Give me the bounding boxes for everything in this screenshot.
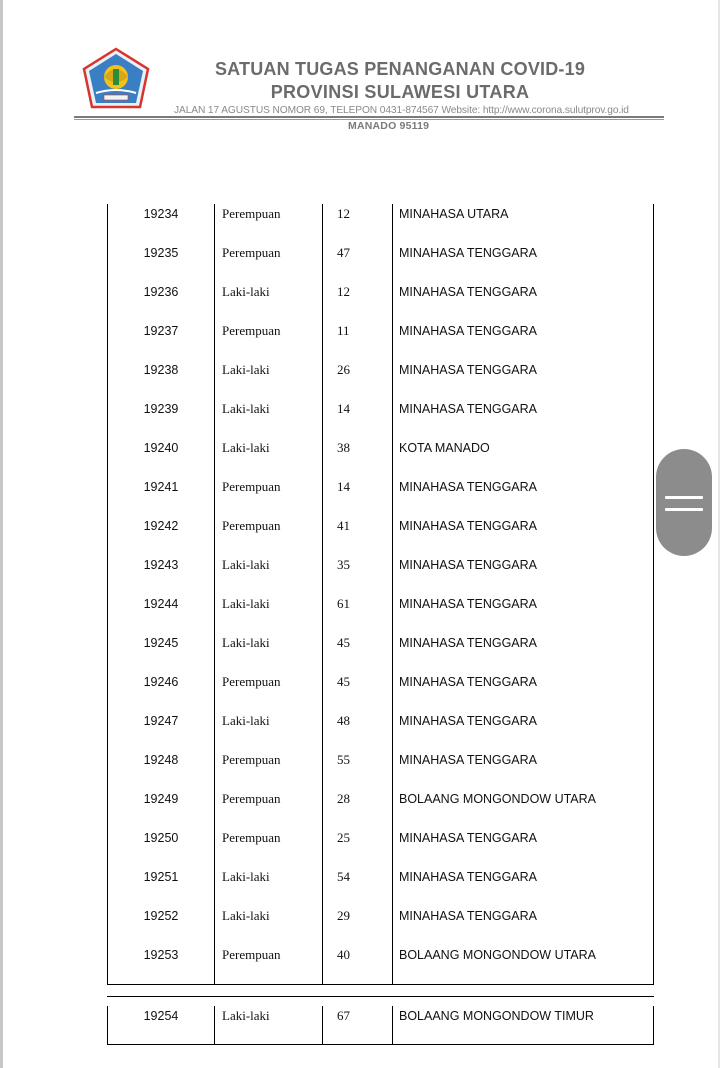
column-border	[653, 828, 654, 867]
gender-cell: Perempuan	[222, 206, 281, 221]
location-cell: MINAHASA UTARA	[399, 207, 509, 221]
age-cell: 35	[337, 557, 350, 572]
column-border	[322, 243, 323, 282]
table-row	[107, 477, 654, 516]
column-border	[653, 399, 654, 438]
scroll-handle[interactable]	[656, 449, 712, 556]
case-number-cell: 19241	[143, 480, 179, 494]
column-border	[322, 594, 323, 633]
age-cell: 11	[337, 323, 350, 338]
gender-cell: Laki-laki	[222, 557, 270, 572]
column-border	[392, 360, 393, 399]
case-number-cell: 19238	[143, 363, 179, 377]
provincial-emblem-icon	[82, 47, 150, 109]
case-number-cell: 19250	[143, 831, 179, 845]
column-border	[653, 438, 654, 477]
age-cell: 29	[337, 908, 350, 923]
column-border	[653, 243, 654, 282]
age-cell: 47	[337, 245, 350, 260]
age-cell: 26	[337, 362, 350, 377]
case-number-cell: 19239	[143, 402, 179, 416]
column-border	[392, 711, 393, 750]
age-cell: 55	[337, 752, 350, 767]
location-cell: MINAHASA TENGGARA	[399, 675, 537, 689]
case-number-cell: 19252	[143, 909, 179, 923]
location-cell: MINAHASA TENGGARA	[399, 636, 537, 650]
page-left-edge	[0, 0, 3, 1068]
gender-cell: Laki-laki	[222, 284, 270, 299]
column-border	[653, 633, 654, 672]
case-number-cell: 19245	[143, 636, 179, 650]
location-cell: MINAHASA TENGGARA	[399, 285, 537, 299]
column-border	[322, 711, 323, 750]
column-border	[392, 438, 393, 477]
column-border	[392, 594, 393, 633]
column-border	[653, 594, 654, 633]
gender-cell: Perempuan	[222, 947, 281, 962]
case-number-cell: 19237	[143, 324, 179, 338]
column-border	[392, 906, 393, 945]
column-border	[322, 867, 323, 906]
age-cell: 41	[337, 518, 350, 533]
column-border	[392, 321, 393, 360]
gender-cell: Laki-laki	[222, 596, 270, 611]
location-cell: MINAHASA TENGGARA	[399, 909, 537, 923]
table-row	[107, 438, 654, 477]
case-number-cell: 19235	[143, 246, 179, 260]
column-border	[322, 555, 323, 594]
column-border	[653, 672, 654, 711]
column-border	[322, 204, 323, 243]
gender-cell: Perempuan	[222, 791, 281, 806]
column-border	[322, 516, 323, 555]
case-number-cell: 19240	[143, 441, 179, 455]
column-border	[322, 945, 323, 984]
column-border	[653, 789, 654, 828]
gender-cell: Laki-laki	[222, 401, 270, 416]
case-number-cell: 19247	[143, 714, 179, 728]
column-border	[392, 555, 393, 594]
case-number-cell: 19242	[143, 519, 179, 533]
column-border	[392, 789, 393, 828]
case-number-cell: 19243	[143, 558, 179, 572]
gender-cell: Laki-laki	[222, 362, 270, 377]
location-cell: MINAHASA TENGGARA	[399, 831, 537, 845]
location-cell: KOTA MANADO	[399, 441, 490, 455]
column-border	[322, 750, 323, 789]
gender-cell: Perempuan	[222, 323, 281, 338]
column-border	[392, 1006, 393, 1045]
column-border	[322, 1006, 323, 1045]
header-divider	[74, 116, 664, 118]
column-border	[322, 321, 323, 360]
column-border	[653, 516, 654, 555]
table-bottom-border	[107, 1044, 654, 1045]
location-cell: MINAHASA TENGGARA	[399, 597, 537, 611]
gender-cell: Perempuan	[222, 830, 281, 845]
org-title: SATUAN TUGAS PENANGANAN COVID-19	[214, 59, 586, 79]
drag-handle-icon-bar	[665, 508, 703, 511]
gender-cell: Perempuan	[222, 479, 281, 494]
column-border	[653, 867, 654, 906]
location-cell: MINAHASA TENGGARA	[399, 519, 537, 533]
column-border	[392, 945, 393, 984]
age-cell: 12	[337, 284, 350, 299]
column-border	[322, 399, 323, 438]
table-row	[107, 672, 654, 711]
column-border	[392, 477, 393, 516]
location-cell: MINAHASA TENGGARA	[399, 480, 537, 494]
column-border	[653, 477, 654, 516]
location-cell: MINAHASA TENGGARA	[399, 324, 537, 338]
case-number-cell: 19244	[143, 597, 179, 611]
column-border	[392, 633, 393, 672]
table-row	[107, 750, 654, 789]
case-table-next-page	[107, 1006, 654, 1045]
location-cell: MINAHASA TENGGARA	[399, 363, 537, 377]
location-cell: MINAHASA TENGGARA	[399, 870, 537, 884]
column-border	[322, 828, 323, 867]
age-cell: 12	[337, 206, 350, 221]
age-cell: 14	[337, 479, 350, 494]
gender-cell: Perempuan	[222, 518, 281, 533]
table-row	[107, 1006, 654, 1045]
column-border	[653, 282, 654, 321]
table-row	[107, 360, 654, 399]
column-border	[653, 555, 654, 594]
column-border	[392, 750, 393, 789]
column-border	[392, 204, 393, 243]
gender-cell: Perempuan	[222, 752, 281, 767]
column-border	[653, 750, 654, 789]
table-row	[107, 204, 654, 243]
column-border	[392, 867, 393, 906]
address-line: JALAN 17 AGUSTUS NOMOR 69, TELEPON 0431-874567 Website: http://www.corona.sulutprov.go.id	[174, 105, 629, 116]
location-cell: MINAHASA TENGGARA	[399, 558, 537, 572]
column-border	[322, 906, 323, 945]
province-title: PROVINSI SULAWESI UTARA	[270, 82, 530, 102]
column-border	[653, 945, 654, 984]
column-border	[322, 282, 323, 321]
gender-cell: Laki-laki	[222, 635, 270, 650]
case-number-cell: 19246	[143, 675, 179, 689]
drag-handle-icon	[665, 496, 703, 499]
column-border	[653, 360, 654, 399]
age-cell: 45	[337, 674, 350, 689]
table-row	[107, 282, 654, 321]
column-border	[392, 828, 393, 867]
column-border	[322, 477, 323, 516]
age-cell: 25	[337, 830, 350, 845]
gender-cell: Laki-laki	[222, 869, 270, 884]
column-border	[653, 711, 654, 750]
table-row	[107, 516, 654, 555]
case-number-cell: 19236	[143, 285, 179, 299]
table-row	[107, 945, 654, 984]
column-border	[322, 360, 323, 399]
column-border	[392, 399, 393, 438]
column-border	[392, 243, 393, 282]
gender-cell: Laki-laki	[222, 713, 270, 728]
table-top-border	[107, 996, 654, 997]
column-border	[322, 633, 323, 672]
column-border	[322, 789, 323, 828]
case-number-cell: 19248	[143, 753, 179, 767]
location-cell: MINAHASA TENGGARA	[399, 753, 537, 767]
column-border	[322, 672, 323, 711]
table-row	[107, 867, 654, 906]
case-number-cell: 19251	[143, 870, 179, 884]
age-cell: 45	[337, 635, 350, 650]
age-cell: 54	[337, 869, 350, 884]
case-number-cell: 19234	[143, 207, 179, 221]
case-number-cell: 19249	[143, 792, 179, 806]
gender-cell: Perempuan	[222, 245, 281, 260]
age-cell: 40	[337, 947, 350, 962]
table-row	[107, 243, 654, 282]
case-table	[107, 204, 654, 984]
location-cell: MINAHASA TENGGARA	[399, 402, 537, 416]
location-cell: MINAHASA TENGGARA	[399, 714, 537, 728]
table-row	[107, 321, 654, 360]
column-border	[322, 438, 323, 477]
age-cell: 48	[337, 713, 350, 728]
table-row	[107, 555, 654, 594]
column-border	[392, 516, 393, 555]
table-row	[107, 633, 654, 672]
table-row	[107, 594, 654, 633]
table-row	[107, 399, 654, 438]
gender-cell: Laki-laki	[222, 440, 270, 455]
table-row	[107, 789, 654, 828]
age-cell: 67	[337, 1008, 350, 1023]
location-cell: BOLAANG MONGONDOW UTARA	[399, 948, 597, 962]
location-cell: BOLAANG MONGONDOW UTARA	[399, 792, 597, 806]
column-border	[392, 282, 393, 321]
column-border	[653, 906, 654, 945]
case-number-cell: 19254	[143, 1009, 179, 1023]
age-cell: 38	[337, 440, 350, 455]
case-number-cell: 19253	[143, 948, 179, 962]
gender-cell: Laki-laki	[222, 1008, 270, 1023]
column-border	[653, 204, 654, 243]
gender-cell: Laki-laki	[222, 908, 270, 923]
column-border	[392, 672, 393, 711]
city-postal: MANADO 95119	[348, 120, 430, 132]
age-cell: 14	[337, 401, 350, 416]
column-border	[653, 1006, 654, 1045]
table-bottom-border	[107, 984, 654, 985]
table-row	[107, 711, 654, 750]
age-cell: 28	[337, 791, 350, 806]
column-border	[653, 321, 654, 360]
location-cell: BOLAANG MONGONDOW TIMUR	[399, 1009, 594, 1023]
table-row	[107, 906, 654, 945]
location-cell: MINAHASA TENGGARA	[399, 246, 537, 260]
table-row	[107, 828, 654, 867]
gender-cell: Perempuan	[222, 674, 281, 689]
age-cell: 61	[337, 596, 350, 611]
